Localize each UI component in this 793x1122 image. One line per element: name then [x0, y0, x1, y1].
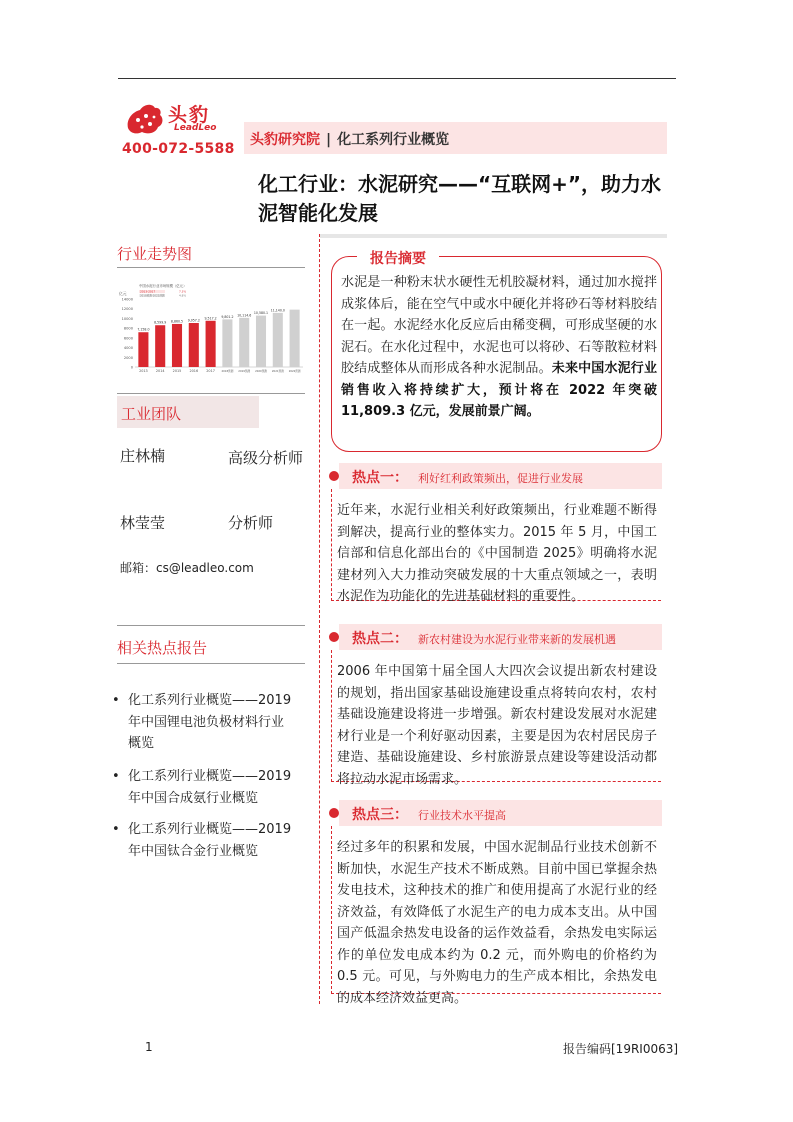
y-tick-label: 0: [130, 365, 133, 370]
trend-rule: [117, 267, 305, 268]
related-item-2[interactable]: [128, 766, 313, 809]
bar-2015: [172, 324, 182, 367]
hotspot-3-subtitle: 行业技术水平提高: [418, 809, 506, 822]
related-rule-top: [117, 625, 305, 626]
cagr-value-2: 4.8%: [179, 293, 187, 298]
hotspot-3-text: 经过多年的积累和发展，中国水泥制品行业技术创新不断加快，水泥生产技术不断成熟。目前中国已掌握余热发电技术，这种技术的推广和使用提高了水泥行业的经济效益，有效降低了水泥生产的电力成本支出。从中国国产低温余热发电设备的运作效益看，余热发电实际运作的单位发电成本约为 0.2 元，而外购电的价格约为 0.5 元。可见，与外购电力的生产成本相比，余热发电的成本经济效益更高。: [337, 840, 657, 1006]
bullet-icon: •: [112, 769, 120, 784]
header-separator: |: [326, 132, 332, 148]
analyst-1-name: 庄林楠: [120, 447, 166, 465]
y-tick-label: 2000: [123, 355, 133, 360]
bar-2022预测: [290, 310, 300, 367]
brand-name-en: LeadLeo: [174, 123, 217, 133]
related-2-line2: 年中国合成氨行业概览: [128, 790, 259, 806]
related-1-line2: 年中国锂电池负极材料行业: [128, 714, 285, 730]
bar-2017: [206, 321, 216, 367]
hotspot-1-label: 热点一：: [352, 470, 408, 486]
bar-value-label: 9,057.2: [187, 318, 200, 323]
bar-2020预测: [256, 316, 266, 367]
bar-value-label: 9,801.2: [221, 314, 234, 319]
bar-value-label: 10,114.6: [237, 313, 252, 318]
bar-value-label: 7,158.0: [137, 327, 150, 332]
x-tick-label: 2022预测: [288, 370, 301, 373]
report-code: 报告编码[19RI0063]: [563, 1042, 679, 1056]
header-org: 头豹研究院: [250, 132, 320, 148]
trend-heading: 行业走势图: [117, 245, 193, 263]
cagr-label-1: 2013-2017: [140, 289, 156, 294]
bar-2021预测: [273, 313, 283, 367]
hotspot-1-text: 近年来，水泥行业相关利好政策频出，行业难题不断得到解决，提高行业的整体实力。2015 年 5 月，中国工信部和信息化部出台的《中国制造 2025》明确将水泥建材列入大力推动突破发展的十大重点领域之一，表明水泥作为功能化的先进基础材料的重要性。: [337, 503, 657, 604]
trend-chart-svg: [117, 283, 307, 378]
bar-2018预测: [222, 319, 232, 367]
related-2-line1: 化工系列行业概览——2019: [128, 769, 292, 784]
page-title: 化工行业：水泥研究——“互联网+”，助力水泥智能化发展: [258, 172, 662, 225]
bar-value-label: 8,599.9: [154, 320, 167, 325]
team-rule-top: [117, 393, 305, 394]
y-tick-label: 4000: [123, 346, 133, 351]
bar-2013: [138, 332, 148, 367]
hotspot-1-subtitle: 利好红利政策频出，促进行业发展: [418, 472, 583, 485]
related-1-line1: 化工系列行业概览——2019: [128, 693, 292, 708]
summary-text: [341, 272, 657, 423]
x-tick-label: 2013: [139, 369, 148, 373]
related-item-3[interactable]: [128, 819, 313, 862]
bar-value-label: 8,860.5: [170, 319, 184, 324]
x-tick-label: 2018预测: [221, 370, 234, 373]
analyst-2-name: 林莹莹: [120, 514, 166, 532]
y-tick-label: 14000: [121, 297, 133, 302]
cagr-value-1: 7.3%: [179, 289, 187, 294]
bar-2016: [189, 323, 199, 367]
phone-number: 400-072-5588: [122, 141, 235, 157]
cagr-label-2: 2018预测-2022预测: [140, 294, 165, 298]
bullet-icon: •: [112, 693, 120, 708]
x-tick-label: 2016: [189, 369, 199, 373]
column-divider: [319, 234, 320, 1004]
y-axis-label: 亿元: [119, 291, 127, 296]
brand-name-cn: 头豹: [168, 104, 211, 126]
header-series: 化工系列行业概览: [337, 132, 450, 148]
summary-body: 水泥是一种粉末状水硬性无机胶凝材料，通过加水搅拌成浆体后，能在空气中或水中硬化并将砂石等材料胶结在一起。水泥经水化反应后由稀变稠，可形成坚硬的水泥石。在水化过程中，水泥也可以将砂、石等散粒材料胶结成整体从而形成各种水泥制品。: [341, 275, 657, 376]
y-tick-label: 10000: [121, 316, 133, 321]
x-tick-label: 2014: [155, 369, 165, 373]
email[interactable]: 邮箱：cs@leadleo.com: [120, 561, 254, 575]
hotspot-2-icon: [329, 632, 339, 642]
x-tick-label: 2019预测: [238, 370, 251, 373]
related-heading: 相关热点报告: [117, 639, 208, 657]
y-tick-label: 8000: [123, 326, 133, 331]
x-tick-label: 2017: [206, 369, 215, 373]
top-rule: [118, 78, 676, 79]
analyst-1-role: 高级分析师: [228, 449, 304, 467]
team-heading: 工业团队: [121, 405, 182, 423]
related-3-line2: 年中国钛合金行业概览: [128, 843, 259, 859]
title-underline: [320, 234, 667, 238]
x-tick-label: 2021预测: [271, 370, 284, 373]
analyst-2-role: 分析师: [228, 514, 274, 532]
hotspot-1-icon: [329, 471, 339, 481]
hotspot-2-subtitle: 新农村建设为水泥行业带来新的发展机遇: [418, 633, 616, 646]
bar-2014: [155, 325, 165, 367]
bullet-icon: •: [112, 822, 120, 837]
leadleo-logo: [124, 98, 224, 140]
related-1-line3: 概览: [128, 736, 155, 751]
hotspot-2-text: 2006 年中国第十届全国人大四次会议提出新农村建设的规划，指出国家基础设施建设重点将转向农村，农村基础设施建设将进一步增强。新农村建设发展对水泥建材行业是一个利好驱动因素，主要是因为农村居民房子建造、基础设施建设、乡村旅游景点建设等建设活动都将拉动水泥市场需求。: [337, 664, 657, 787]
hotspot-2-label: 热点二：: [352, 631, 408, 647]
bar-value-label: 10,580.1: [253, 311, 269, 316]
bar-value-label: 11,140.0: [270, 308, 285, 313]
bar-value-label: 9,517.2: [204, 316, 217, 321]
summary-tag: 报告摘要: [357, 248, 439, 268]
x-tick-label: 2015: [172, 369, 182, 373]
related-3-line1: 化工系列行业概览——2019: [128, 822, 292, 837]
header-band: [244, 122, 667, 154]
related-rule: [117, 663, 305, 664]
x-tick-label: 2020预测: [255, 370, 267, 373]
hotspot-3-icon: [329, 808, 339, 818]
page-number: 1: [145, 1040, 153, 1054]
trend-chart: [117, 283, 307, 378]
hotspot-3-label: 热点三：: [352, 807, 408, 823]
chart-title: 中国水泥行业市场规模（亿元）: [139, 284, 187, 288]
related-item-1[interactable]: [128, 690, 313, 755]
y-tick-label: 6000: [123, 336, 133, 341]
summary-highlight: 未来中国水泥行业销售收入将持续扩大，预计将在 2022 年突破 11,809.3 亿元，发展前景广阔。: [341, 361, 657, 419]
y-tick-label: 12000: [121, 307, 133, 312]
bar-2019预测: [239, 318, 249, 367]
